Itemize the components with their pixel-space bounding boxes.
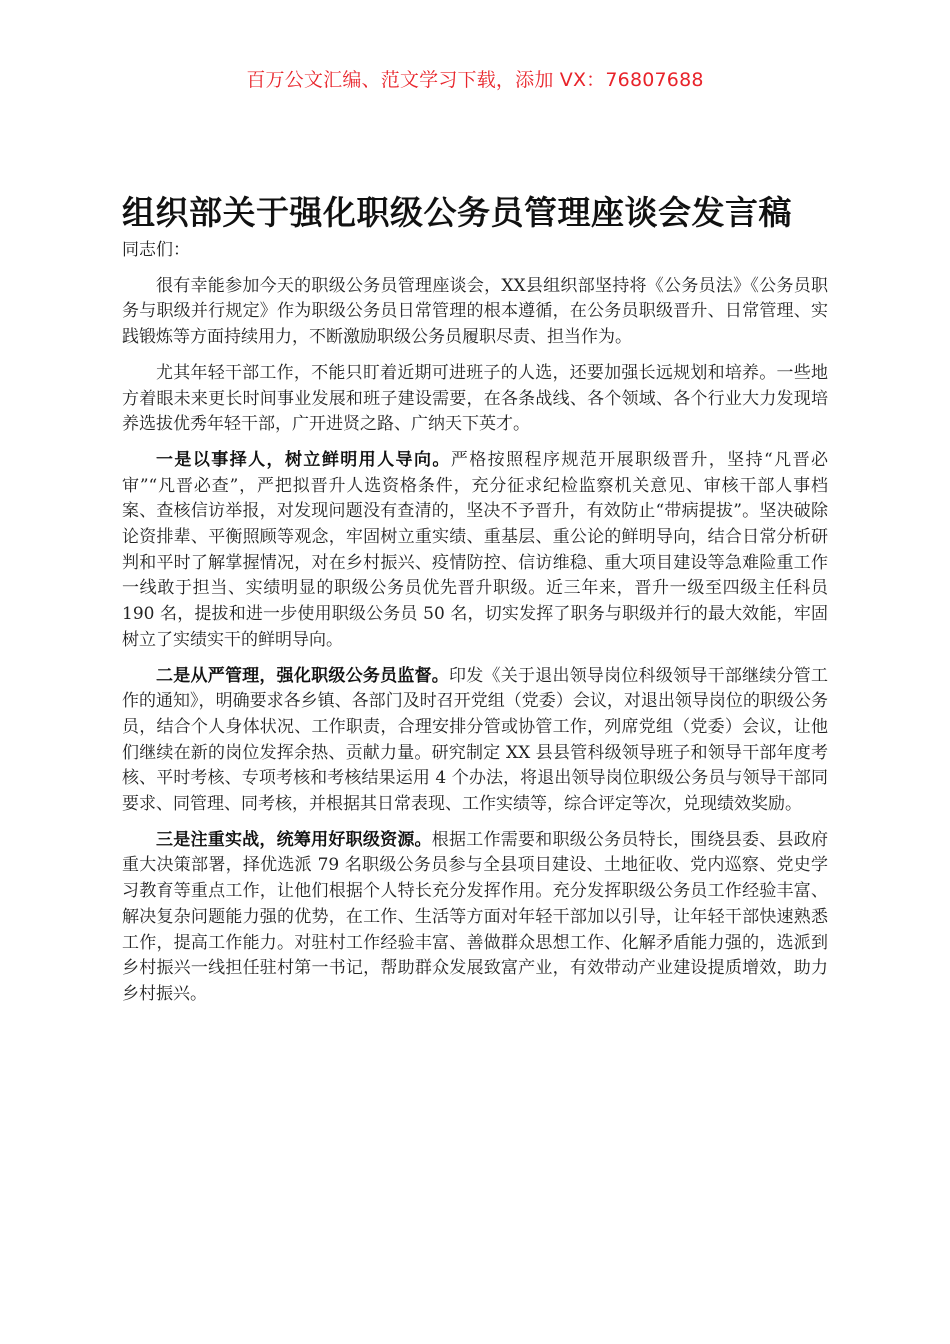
paragraph-lead-heading: 二是从严管理，强化职级公务员监督。 xyxy=(156,665,450,686)
paragraph-young-cadres xyxy=(122,361,828,438)
paragraph-text: 印发《关于退出领导岗位科级领导干部继续分管工作的通知》，明确要求各乡镇、各部门及时召开党组（党委）会议，对退出领导岗位的职级公务员，结合个人身体状况、工作职责，合理安排分管或协管工作，列席党组（党委）会议，让他们继续在新的岗位发挥余热、贡献力量。研究制定 XX 县县管科级领导班子和领导干部年度考核、平时考核、专项考核和考核结果运用 4 个办法，将退出领导岗位职级公务员与领导干部同要求、同管理、同考核，并根据其日常表现、工作实绩等，综合评定等次，兑现绩效奖励。 xyxy=(122,665,829,815)
document-title: 组织部关于强化职级公务员管理座谈会发言稿 xyxy=(122,193,792,232)
paragraph-point-two xyxy=(122,664,828,818)
paragraph-text: 根据工作需要和职级公务员特长，围绕县委、县政府重大决策部署，择优选派 79 名职级公务员参与全县项目建设、土地征收、党内巡察、党史学习教育等重点工作，让他们根据个人特长充分发挥作用。充分发挥职级公务员工作经验丰富、解决复杂问题能力强的优势，在工作、生活等方面对年轻干部加以引导，让年轻干部快速熟悉工作，提高工作能力。对驻村工作经验丰富、善做群众思想工作、化解矛盾能力强的，选派到乡村振兴一线担任驻村第一书记，帮助群众发展致富产业，有效带动产业建设提质增效，助力乡村振兴。 xyxy=(122,829,829,1004)
paragraph-intro xyxy=(122,274,828,351)
paragraph-point-three xyxy=(122,828,828,1008)
paragraph-text: 尤其年轻干部工作，不能只盯着近期可进班子的人选，还要加强长远规划和培养。一些地方着眼未来更长时间事业发展和班子建设需要，在各条战线、各个领域、各个行业大力发现培养选拔优秀年轻干部，广开进贤之路、广纳天下英才。 xyxy=(122,362,828,435)
paragraph-point-one xyxy=(122,448,828,654)
paragraph-text: 严格按照程序规范开展职级晋升，坚持“凡晋必审”“凡晋必查”，严把拟晋升人选资格条件，充分征求纪检监察机关意见、审核干部人事档案、查核信访举报，对发现问题没有查清的，坚决不予晋升，有效防止“带病提拔”。坚决破除论资排辈、平衡照顾等观念，牢固树立重实绩、重基层、重公论的鲜明导向，结合日常分析研判和平时了解掌握情况，对在乡村振兴、疫情防控、信访维稳、重大项目建设等急难险重工作一线敢于担当、实绩明显的职级公务员优先晋升职级。近三年来，晋升一级至四级主任科员 190 名，提拔和进一步使用职级公务员 50 名，切实发挥了职务与职级并行的最大效能，牢固树立了实绩实干的鲜明导向。 xyxy=(122,449,829,650)
paragraph-lead-heading: 三是注重实战，统筹用好职级资源。 xyxy=(156,829,432,850)
paragraph-text: 很有幸能参加今天的职级公务员管理座谈会，XX县组织部坚持将《公务员法》《公务员职务与职级并行规定》作为职级公务员日常管理的根本遵循，在公务员职级晋升、日常管理、实践锻炼等方面持续用力，不断激励职级公务员履职尽责、担当作为。 xyxy=(122,275,828,348)
promo-banner: 百万公文汇编、范文学习下载，添加 VX：76807688 xyxy=(246,69,704,91)
document-body xyxy=(122,238,828,1018)
salutation: 同志们： xyxy=(122,240,190,260)
paragraph-lead-heading: 一是以事择人，树立鲜明用人导向。 xyxy=(156,449,451,470)
